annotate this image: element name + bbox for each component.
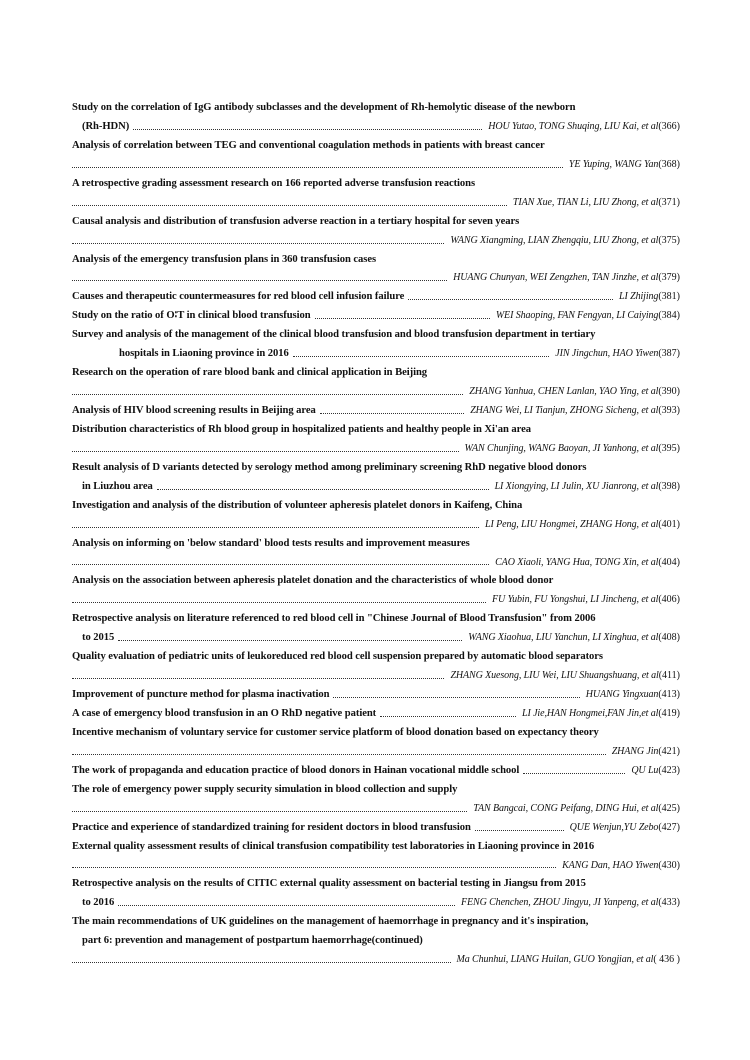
entry-leader-line (72, 951, 680, 970)
entry-title-tail: Analysis of HIV blood screening results in Beijing area (72, 405, 316, 416)
entry-title-line: Analysis of the emergency transfusion plans in 360 transfusion cases (72, 253, 377, 265)
toc-entry[interactable] (72, 137, 680, 175)
entry-title-line: A retrospective grading assessment research on 166 reported adverse transfusion reactions (72, 177, 476, 189)
entry-page-number[interactable]: (398) (658, 480, 680, 492)
entry-leader-line (72, 288, 680, 307)
toc-entry[interactable] (72, 99, 680, 137)
dot-leader (72, 394, 463, 395)
entry-authors: Ma Chunhui, LIANG Huilan, GUO Yongjian, et al (456, 954, 654, 966)
entry-title-line: Investigation and analysis of the distribution of volunteer apheresis platelet donors in Kaifeng, China (72, 499, 523, 511)
entry-page-number[interactable]: (384) (658, 310, 680, 322)
dot-leader (408, 299, 613, 300)
dot-leader (333, 697, 579, 698)
entry-leader-line (72, 478, 680, 497)
entry-leader-line (72, 686, 680, 705)
entry-page-number[interactable]: (430) (658, 859, 680, 871)
dot-leader (72, 962, 451, 963)
entry-authors: FENG Chenchen, ZHOU Jingyu, JI Yanpeng, et al (461, 897, 659, 909)
toc-entry[interactable] (72, 762, 680, 781)
entry-authors: LI Xiongying, LI Julin, XU Jianrong, et al (494, 480, 659, 492)
entry-title-line: Research on the operation of rare blood bank and clinical application in Beijing (72, 367, 428, 379)
entry-page-number[interactable]: (371) (658, 196, 680, 208)
toc-entry[interactable] (72, 364, 680, 402)
entry-leader-line (72, 705, 680, 724)
entry-leader-line (72, 667, 680, 686)
entry-leader-line (72, 800, 680, 819)
dot-leader (72, 451, 459, 452)
entry-title-tail: in Liuzhou area (82, 480, 153, 492)
entry-leader-line (72, 591, 680, 610)
entry-title-tail: The work of propaganda and education practice of blood donors in Hainan vocational middle school (72, 764, 520, 776)
entry-title-line: External quality assessment results of clinical transfusion compatibility test laboratories in Liaoning province in 2016 (72, 840, 595, 852)
entry-authors: JIN Jingchun, HAO Yiwen (555, 348, 659, 360)
entry-page-number[interactable]: (401) (658, 518, 680, 530)
entry-leader-line (72, 232, 680, 251)
entry-title-line: The main recommendations of UK guidelines on the management of haemorrhage in pregnancy and it's inspiration, (72, 916, 589, 928)
entry-title-tail: hospitals in Liaoning province in 2016 (119, 348, 289, 360)
dot-leader (72, 280, 447, 281)
entry-leader-line (72, 894, 680, 913)
entry-authors: CAO Xiaoli, YANG Hua, TONG Xin, et al (495, 556, 659, 568)
dot-leader (72, 167, 563, 168)
entry-authors: ZHANG Yanhua, CHEN Lanlan, YAO Ying, et al (469, 386, 659, 398)
entry-authors: WANG Xiaohua, LIU Yanchun, LI Xinghua, et al (468, 632, 659, 644)
entry-page-number[interactable]: (381) (658, 291, 680, 303)
entry-title-line: Analysis on the association between apheresis platelet donation and the characteristics of whole blood donor (72, 575, 554, 587)
toc-entry[interactable] (72, 402, 680, 421)
entry-authors: QU Lu (631, 764, 659, 776)
entry-title-line: Retrospective analysis on literature referenced to red blood cell in "Chinese Journal of Blood Transfusion" from 2006 (72, 613, 596, 625)
toc-entry[interactable] (72, 686, 680, 705)
entry-authors: QUE Wenjun,YU Zebo (569, 821, 659, 833)
entry-leader-line (72, 554, 680, 573)
entry-authors: HOU Yutao, TONG Shuqing, LIU Kai, et al (488, 120, 659, 132)
entry-authors: ZHANG Xuesong, LIU Wei, LIU Shuangshuang, et al (450, 670, 659, 682)
toc-entry[interactable] (72, 875, 680, 913)
entry-leader-line (72, 307, 680, 326)
entry-authors: LI Jie,HAN Hongmei,FAN Jin,et al (522, 708, 659, 719)
entry-leader-line (72, 194, 680, 213)
dot-leader (133, 129, 482, 130)
toc-entry[interactable] (72, 251, 680, 289)
entry-authors: HUANG Chunyan, WEI Zengzhen, TAN Jinzhe, et al (453, 272, 659, 284)
entry-authors: YE Yuping, WANG Yan (568, 158, 659, 170)
entry-authors: KANG Dan, HAO Yiwen (562, 859, 659, 871)
entry-page-number[interactable]: (387) (658, 348, 680, 360)
entry-page-number[interactable]: (368) (658, 158, 680, 170)
dot-leader (72, 243, 444, 244)
entry-leader-line (72, 762, 680, 781)
entry-authors: LI Zhijing (619, 291, 659, 303)
entry-page-number[interactable]: (425) (658, 802, 680, 814)
entry-leader-line (72, 629, 680, 648)
entry-leader-line (72, 156, 680, 175)
entry-leader-line (72, 269, 680, 288)
entry-page-number[interactable]: (390) (658, 386, 680, 398)
toc-entry[interactable] (72, 913, 680, 970)
entry-leader-line (72, 345, 680, 364)
toc-entry[interactable] (72, 819, 680, 838)
entry-page-number[interactable]: (375) (658, 234, 680, 246)
dot-leader (118, 905, 455, 906)
entry-authors: HUANG Yingxuan (585, 689, 659, 701)
entry-page-number[interactable]: (404) (658, 556, 680, 568)
dot-leader (475, 830, 564, 831)
toc-entry[interactable] (72, 459, 680, 497)
entry-page-number[interactable]: (366) (658, 120, 680, 132)
dot-leader (72, 678, 444, 679)
entry-page-number[interactable]: (408) (658, 632, 680, 644)
entry-page-number[interactable]: ( 436 ) (653, 954, 680, 966)
toc-entry[interactable] (72, 724, 680, 762)
toc-entry[interactable] (72, 781, 680, 819)
toc-entry[interactable] (72, 326, 680, 364)
entry-title-tail: Practice and experience of standardized training for resident doctors in blood transfusion (72, 821, 471, 833)
toc-entry[interactable] (72, 572, 680, 610)
entry-title-tail: (Rh-HDN) (82, 120, 130, 132)
dot-leader (72, 564, 489, 565)
entry-title-line: Survey and analysis of the management of the clinical blood transfusion and blood transfusion department in tertiary (72, 329, 596, 341)
entry-title-line: Incentive mechanism of voluntary service for customer service platform of blood donation based on expectancy theory (72, 726, 599, 738)
dot-leader (320, 413, 464, 414)
entry-leader-line (72, 857, 680, 876)
entry-authors: WANG Xiangming, LIAN Zhengqiu, LIU Zhong, et al (450, 234, 659, 246)
entry-page-number[interactable]: (406) (658, 594, 680, 606)
entry-page-number[interactable]: (379) (658, 272, 680, 284)
entry-title-tail: Causes and therapeutic countermeasures for red blood cell infusion failure (72, 291, 405, 303)
entry-authors: LI Peng, LIU Hongmei, ZHANG Hong, et al (485, 518, 659, 530)
toc-entry[interactable] (72, 288, 680, 307)
entry-authors: WAN Chunjing, WANG Baoyan, JI Yanhong, et al (464, 442, 659, 454)
toc-entry[interactable] (72, 421, 680, 459)
dot-leader (72, 602, 486, 603)
entry-page-number[interactable]: (395) (658, 442, 680, 454)
dot-leader (72, 527, 479, 528)
toc-entry[interactable] (72, 610, 680, 648)
entry-title-line: Retrospective analysis on the results of CITIC external quality assessment on bacterial testing in Jiangsu from 2015 (72, 878, 586, 890)
entry-page-number[interactable]: (433) (658, 897, 680, 909)
dot-leader (72, 205, 507, 206)
toc-entry[interactable] (72, 175, 680, 213)
dot-leader (72, 867, 556, 868)
entry-title-line: Analysis on informing on 'below standard' blood tests results and improvement measures (72, 537, 470, 549)
entry-page-number[interactable]: (393) (658, 405, 680, 416)
entry-title-tail: to 2016 (82, 897, 115, 909)
entry-title-line: part 6: prevention and management of postpartum haemorrhage(continued) (82, 935, 423, 947)
toc-entry[interactable] (72, 307, 680, 326)
entry-leader-line (72, 402, 680, 421)
entry-page-number[interactable]: (427) (658, 821, 680, 833)
entry-leader-line (72, 516, 680, 535)
dot-leader (157, 489, 489, 490)
entry-title-tail: Study on the ratio of O∶T in clinical blood transfusion (72, 310, 311, 322)
dot-leader (72, 754, 606, 755)
entry-leader-line (72, 440, 680, 459)
entry-leader-line (72, 819, 680, 838)
toc-entry[interactable] (72, 705, 680, 724)
entry-authors: TIAN Xue, TIAN Li, LIU Zhong, et al (512, 196, 659, 208)
entry-authors: ZHANG Jin (611, 745, 659, 757)
entry-title-line: Causal analysis and distribution of transfusion adverse reaction in a tertiary hospital for seven years (72, 215, 520, 227)
entry-authors: TAN Bangcai, CONG Peifang, DING Hui, et al (473, 802, 659, 814)
toc-entry[interactable] (72, 838, 680, 876)
entry-leader-line (72, 383, 680, 402)
entry-title-tail: to 2015 (82, 632, 115, 644)
table-of-contents (72, 99, 680, 970)
entry-title-line: Quality evaluation of pediatric units of leukoreduced red blood cell suspension prepared by automatic blood separators (72, 651, 603, 663)
dot-leader (293, 356, 550, 357)
toc-entry[interactable] (72, 648, 680, 686)
entry-title-tail: A case of emergency blood transfusion in an O RhD negative patient (72, 708, 377, 719)
dot-leader (118, 640, 462, 641)
toc-entry[interactable] (72, 535, 680, 573)
dot-leader (72, 811, 467, 812)
entry-title-line: Analysis of correlation between TEG and conventional coagulation methods in patients with breast cancer (72, 139, 545, 151)
entry-title-line: Distribution characteristics of Rh blood group in hospitalized patients and healthy people in Xi'an area (72, 423, 531, 435)
entry-authors: FU Yubin, FU Yongshui, LI Jincheng, et al (492, 594, 659, 606)
entry-leader-line (72, 743, 680, 762)
entry-authors: ZHANG Wei, LI Tianjun, ZHONG Sicheng, et al (470, 405, 659, 416)
entry-page-number[interactable]: (419) (658, 708, 680, 719)
dot-leader (523, 773, 625, 774)
dot-leader (315, 318, 490, 319)
entry-title-line: The role of emergency power supply security simulation in blood collection and supply (72, 783, 458, 795)
entry-authors: WEI Shaoping, FAN Fengyan, LI Caiying (495, 310, 659, 322)
entry-page-number[interactable]: (411) (658, 670, 680, 682)
entry-page-number[interactable]: (413) (658, 689, 680, 701)
toc-entry[interactable] (72, 497, 680, 535)
entry-page-number[interactable]: (421) (658, 745, 680, 757)
toc-entry[interactable] (72, 213, 680, 251)
entry-page-number[interactable]: (423) (658, 764, 680, 776)
entry-title-line: Result analysis of D variants detected by serology method among preliminary screening RhD negative blood donors (72, 461, 587, 473)
entry-title-line: Study on the correlation of IgG antibody subclasses and the development of Rh-hemolytic disease of the newborn (72, 102, 576, 113)
entry-title-tail: Improvement of puncture method for plasma inactivation (72, 689, 330, 701)
dot-leader (380, 716, 516, 717)
entry-leader-line (72, 118, 680, 137)
